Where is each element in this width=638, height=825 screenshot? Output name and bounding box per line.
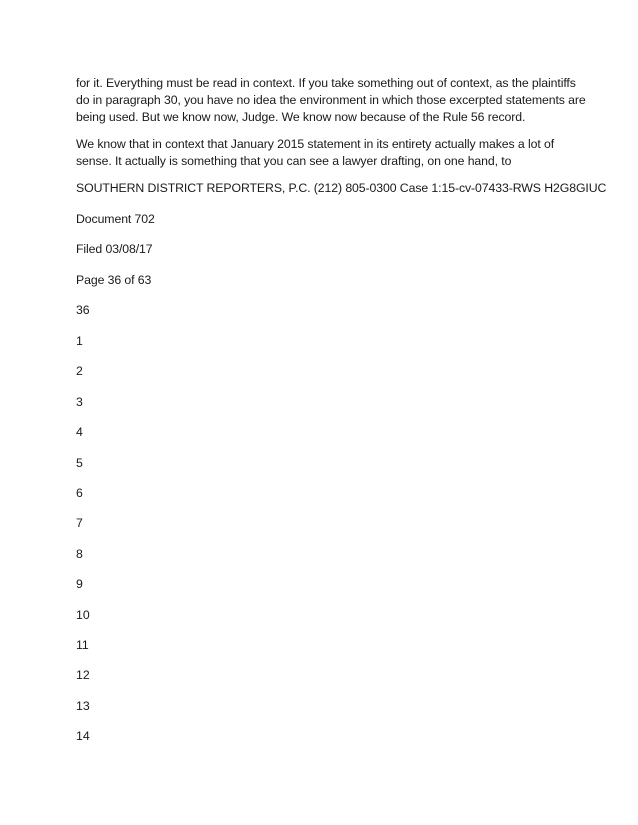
paragraph-1 bbox=[76, 75, 586, 126]
line-number: 11 bbox=[76, 637, 89, 652]
line-number: 2 bbox=[76, 364, 83, 379]
line-number: 1 bbox=[76, 334, 83, 348]
document-number: Document 702 bbox=[76, 212, 155, 226]
line-number: 6 bbox=[76, 485, 83, 500]
line-number: 9 bbox=[76, 577, 83, 592]
line-number: 3 bbox=[76, 394, 83, 409]
page-of-total: Page 36 of 63 bbox=[76, 273, 152, 287]
paragraph-line: for it. Everything must be read in context. If you take something out of context, as the plaintiffs bbox=[76, 76, 576, 90]
line-number: 5 bbox=[76, 455, 83, 470]
reporter-case-line: SOUTHERN DISTRICT REPORTERS, P.C. (212) 805-0300 Case 1:15-cv-07433-RWS H2G8GIUC bbox=[76, 181, 607, 195]
line-number: 13 bbox=[76, 698, 90, 713]
paragraph-line: sense. It actually is something that you can see a lawyer drafting, on one hand, to bbox=[76, 154, 512, 168]
line-number: 4 bbox=[76, 425, 83, 440]
line-number: 8 bbox=[76, 546, 83, 561]
paragraph-line: do in paragraph 30, you have no idea the environment in which those excerpted statements are bbox=[76, 93, 586, 107]
line-number: 7 bbox=[76, 516, 83, 531]
line-number: 14 bbox=[76, 729, 90, 744]
paragraph-2 bbox=[76, 136, 566, 170]
paragraph-line: being used. But we know now, Judge. We know now because of the Rule 56 record. bbox=[76, 110, 526, 124]
line-number-list bbox=[76, 333, 90, 758]
filed-date: Filed 03/08/17 bbox=[76, 242, 153, 256]
line-number: 12 bbox=[76, 668, 90, 683]
paragraph-line: We know that in context that January 2015 statement in its entirety actually makes a lot of bbox=[76, 137, 555, 151]
page-number: 36 bbox=[76, 303, 90, 317]
line-number: 10 bbox=[76, 607, 90, 622]
